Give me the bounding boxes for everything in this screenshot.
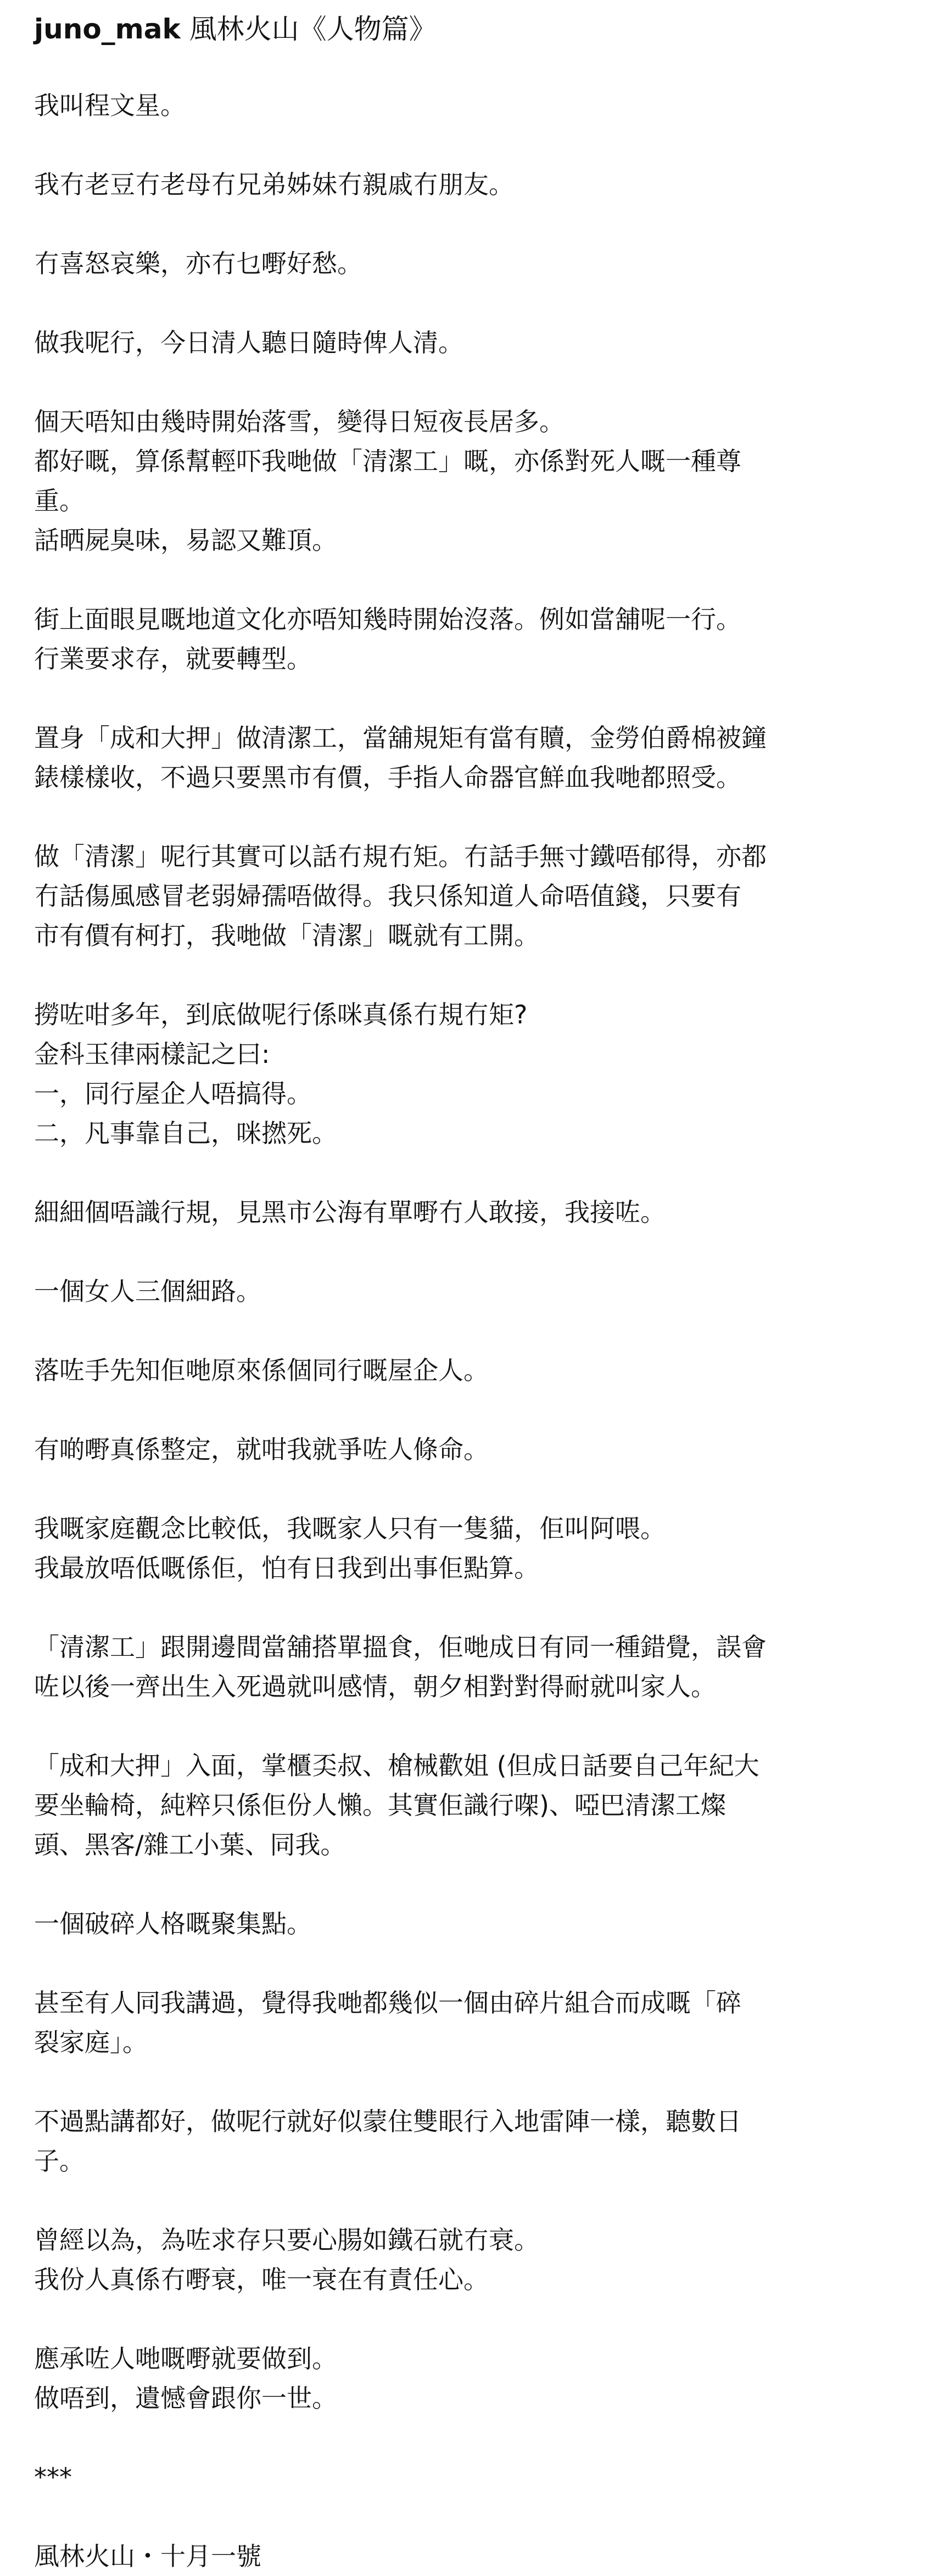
- paragraph: [34, 1904, 907, 1944]
- paragraph: [34, 1272, 907, 1311]
- signature: 風林火山・十月一號: [34, 2541, 261, 2571]
- paragraph: [34, 165, 907, 204]
- text-line: 有啲嘢真係整定，就咁我就爭咗人條命。: [34, 1435, 489, 1464]
- text-line: 街上面眼見嘅地道文化亦唔知幾時開始沒落。例如當舖呢一行。: [34, 604, 741, 634]
- text-line: 曾經以為，為咗求存只要心腸如鐵石就冇衰。: [34, 2225, 539, 2255]
- text-line: 金科玉律兩樣記之曰:: [34, 1039, 270, 1069]
- text-line: 「成和大押」入面，掌櫃奀叔、槍械歡姐 (但成日話要自己年紀大: [34, 1751, 759, 1780]
- text-line: 要坐輪椅，純粹只係佢份人懶。其實佢識行㗎)、啞巴清潔工燦: [34, 1790, 726, 1820]
- text-line: 我嘅家庭觀念比較低，我嘅家人只有一隻貓，佢叫阿喂。: [34, 1514, 666, 1543]
- paragraph: [34, 2339, 907, 2418]
- paragraph: [34, 1746, 907, 1864]
- username[interactable]: juno_mak: [34, 13, 181, 45]
- text-line: 二，凡事靠自己，咪撚死。: [34, 1118, 337, 1148]
- text-line: 市有價有柯打，我哋做「清潔」嘅就有工開。: [34, 921, 539, 950]
- text-line: 都好嘅，算係幫輕吓我哋做「清潔工」嘅，亦係對死人嘅一種尊: [34, 446, 741, 476]
- paragraph: [34, 1983, 907, 2062]
- post-header: [34, 4, 907, 54]
- text-line: 「清潔工」跟開邊間當舖搭單搵食，佢哋成日有同一種錯覺，誤會: [34, 1632, 767, 1662]
- text-line: 子。: [34, 2146, 85, 2176]
- text-line: 一，同行屋企人唔搞得。: [34, 1079, 312, 1108]
- text-line: 個天唔知由幾時開始落雪，變得日短夜長居多。: [34, 407, 565, 436]
- text-line: 一個破碎人格嘅聚集點。: [34, 1909, 312, 1939]
- text-line: 做我呢行，今日清人聽日隨時俾人清。: [34, 328, 463, 357]
- text-line: 做唔到，遺憾會跟你一世。: [34, 2383, 337, 2413]
- text-line: 做「清潔」呢行其實可以話冇規冇矩。冇話手無寸鐵唔郁得，亦都: [34, 842, 767, 871]
- text-line: 話晒屍臭味，易認又難頂。: [34, 525, 337, 555]
- text-line: 行業要求存，就要轉型。: [34, 644, 312, 674]
- paragraph: [34, 718, 907, 797]
- text-line: 冇話傷風感冒老弱婦孺唔做得。我只係知道人命唔值錢，只要有: [34, 881, 741, 911]
- text-line: 我叫程文星。: [34, 91, 186, 120]
- text-line: 我冇老豆冇老母冇兄弟姊妹冇親戚冇朋友。: [34, 170, 514, 199]
- post: [34, 4, 907, 2576]
- text-line: 重。: [34, 486, 85, 516]
- separator: ***: [34, 2462, 72, 2492]
- text-line: 不過點講都好，做呢行就好似蒙住雙眼行入地雷陣一樣，聽數日: [34, 2107, 741, 2136]
- paragraph: [34, 995, 907, 1153]
- post-body: [34, 86, 907, 2418]
- text-line: 細細個唔識行規，見黑市公海有單嘢冇人敢接，我接咗。: [34, 1197, 666, 1227]
- text-line: 置身「成和大押」做清潔工，當舖規矩有當有贖，金勞伯爵棉被鐘: [34, 723, 767, 753]
- text-line: 咗以後一齊出生入死過就叫感情，朝夕相對對得耐就叫家人。: [34, 1672, 716, 1701]
- text-line: 落咗手先知佢哋原來係個同行嘅屋企人。: [34, 1356, 489, 1385]
- text-line: 一個女人三個細路。: [34, 1276, 261, 1306]
- text-line: 冇喜怒哀樂，亦冇乜嘢好愁。: [34, 249, 362, 278]
- paragraph: [34, 1192, 907, 1232]
- text-line: 我最放唔低嘅係佢，怕有日我到出事佢點算。: [34, 1553, 539, 1583]
- text-line: 撈咗咁多年，到底做呢行係咪真係冇規冇矩?: [34, 1000, 528, 1029]
- text-line: 裂家庭」。: [34, 2028, 148, 2057]
- paragraph: [34, 1430, 907, 1469]
- post-title: 風林火山《人物篇》: [189, 13, 437, 45]
- paragraph: [34, 323, 907, 362]
- text-line: 我份人真係冇嘢衰，唯一衰在有責任心。: [34, 2265, 489, 2294]
- text-line: 頭、黑客/雜工小葉、同我。: [34, 1830, 346, 1860]
- paragraph: [34, 1509, 907, 1588]
- text-line: 錶樣樣收，不過只要黑市有價，手指人命器官鮮血我哋都照受。: [34, 763, 741, 792]
- paragraph: [34, 2220, 907, 2299]
- paragraph: [34, 2102, 907, 2181]
- paragraph: [34, 1351, 907, 1390]
- paragraph: [34, 402, 907, 560]
- paragraph: [34, 244, 907, 283]
- paragraph: [34, 837, 907, 955]
- paragraph: [34, 1627, 907, 1706]
- paragraph: [34, 86, 907, 125]
- text-line: 應承咗人哋嘅嘢就要做到。: [34, 2344, 337, 2373]
- text-line: 甚至有人同我講過，覺得我哋都幾似一個由碎片組合而成嘅「碎: [34, 1988, 741, 2018]
- paragraph: [34, 600, 907, 679]
